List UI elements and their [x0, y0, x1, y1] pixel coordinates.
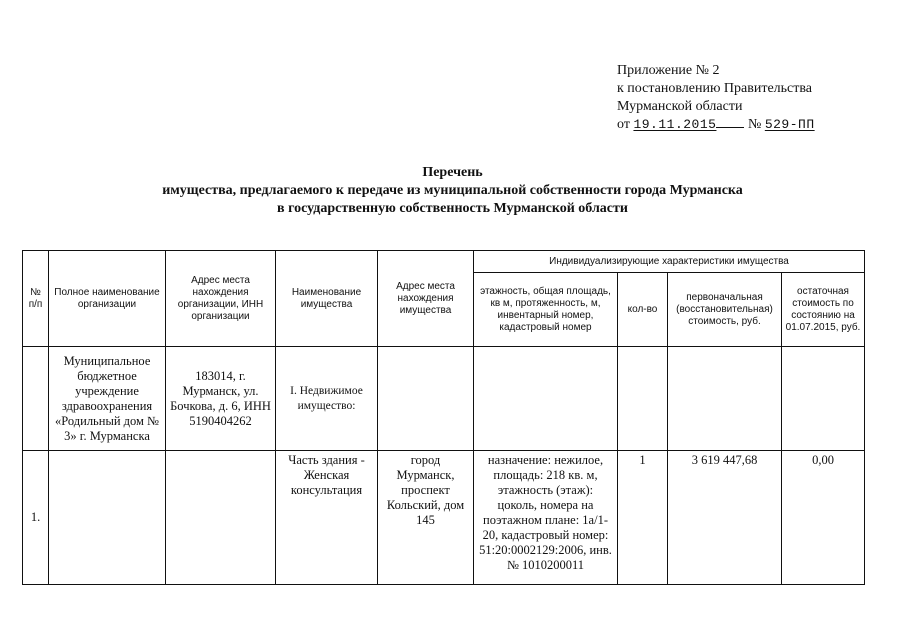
item-org-name-cell	[49, 451, 166, 585]
header-num: № п/п	[23, 251, 49, 347]
header-row-1	[23, 251, 865, 273]
header-count: кол-во	[618, 273, 668, 347]
header-property-name: Наименование имущества	[276, 251, 378, 347]
org-row-num	[23, 347, 49, 451]
heading-subtitle-2: в государственную собственность Мурманской области	[277, 201, 628, 216]
org-row-empty-1	[378, 347, 474, 451]
item-org-address-cell	[166, 451, 276, 585]
section-title-cell: I. Недвижимое имущество:	[276, 347, 378, 451]
org-row-empty-2	[474, 347, 618, 451]
appendix-block	[617, 62, 815, 134]
date-underline	[716, 126, 744, 128]
header-characteristics: Индивидуализирующие характеристики имущества	[474, 251, 865, 273]
header-residual-cost: остаточная стоимость по состоянию на 01.07.2015, руб.	[782, 273, 865, 347]
header-org-address: Адрес места нахождения организации, ИНН организации	[166, 251, 276, 347]
org-name-cell: Муниципальное бюджетное учреждение здравоохранения «Родильный дом № 3» г. Мурманска	[49, 347, 166, 451]
date-prefix: от	[617, 117, 630, 132]
appendix-title: Приложение № 2	[617, 63, 720, 78]
item-initial-cost-cell: 3 619 447,68	[668, 451, 782, 585]
item-details-cell: назначение: нежилое, площадь: 218 кв. м, этажность (этаж): цоколь, номера на поэтажном плане: 1а/1-20, кадастровый номер: 51:20:0002129:2006, инв. № 1010200011	[474, 451, 618, 585]
header-property-address: Адрес места нахождения имущества	[378, 251, 474, 347]
header-details: этажность, общая площадь, кв м, протяженность, м, инвентарный номер, кадастровый номер	[474, 273, 618, 347]
appendix-region: Мурманской области	[617, 99, 743, 114]
org-row-empty-3	[618, 347, 668, 451]
item-property-address-cell: город Мурманск, проспект Кольский, дом 145	[378, 451, 474, 585]
appendix-date-line	[617, 116, 815, 134]
item-residual-cost-cell: 0,00	[782, 451, 865, 585]
appendix-resolution: к постановлению Правительства	[617, 81, 813, 96]
org-address-cell: 183014, г. Мурманск, ул. Бочкова, д. 6, ИНН 5190404262	[166, 347, 276, 451]
item-row	[23, 451, 865, 585]
item-num-cell: 1.	[23, 451, 49, 585]
org-row-empty-4	[668, 347, 782, 451]
heading-title: Перечень	[422, 165, 483, 180]
document-heading	[0, 164, 905, 218]
org-row	[23, 347, 865, 451]
header-initial-cost: первоначальная (восстановительная) стоимость, руб.	[668, 273, 782, 347]
org-row-empty-5	[782, 347, 865, 451]
resolution-date: 19.11.2015	[633, 117, 717, 132]
number-prefix: №	[747, 117, 762, 132]
header-org-name: Полное наименование организации	[49, 251, 166, 347]
item-count-cell: 1	[618, 451, 668, 585]
resolution-number: 529-ПП	[764, 117, 815, 132]
item-property-name-cell: Часть здания - Женская консультация	[276, 451, 378, 585]
heading-subtitle-1: имущества, предлагаемого к передаче из муниципальной собственности города Мурманска	[162, 183, 743, 198]
property-table	[22, 250, 865, 585]
